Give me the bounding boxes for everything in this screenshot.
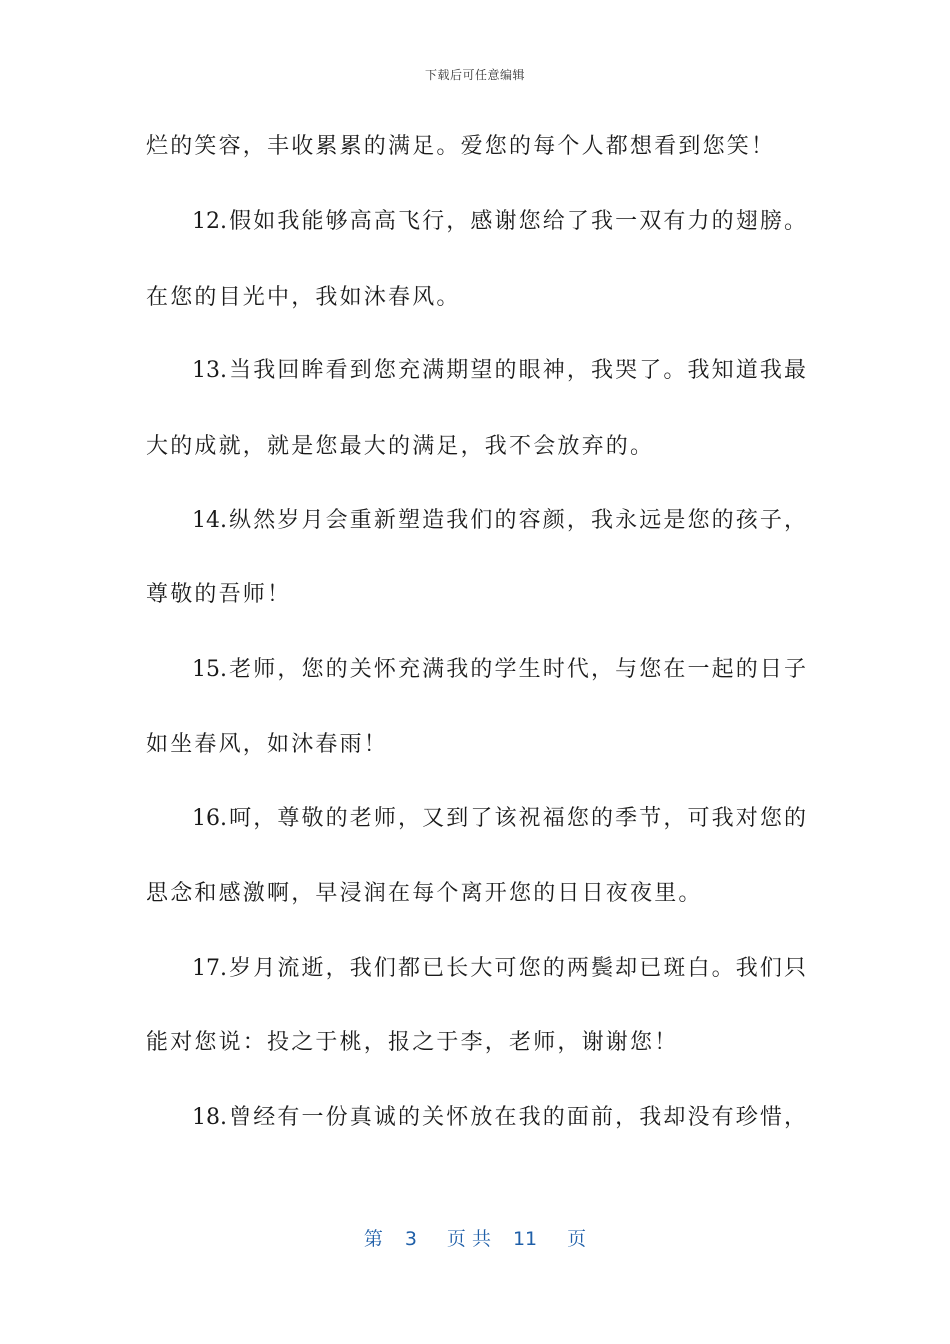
text-line: 在您的目光中，我如沐春风。 [146, 285, 461, 310]
total-pages-number: 11 [512, 1228, 538, 1250]
page-header: 下载后可任意编辑 [424, 68, 525, 82]
text-line: 13.当我回眸看到您充满期望的眼神，我哭了。我知道我最 [192, 358, 806, 383]
page-mid: 页 共 [446, 1228, 491, 1250]
text-line: 大的成就，就是您最大的满足，我不会放弃的。 [146, 434, 655, 459]
text-line: 思念和感激啊，早浸润在每个离开您的日日夜夜里。 [146, 881, 703, 906]
current-page-number: 3 [404, 1228, 417, 1250]
text-line: 能对您说：投之于桃，报之于李，老师，谢谢您！ [146, 1030, 679, 1055]
text-line: 14.纵然岁月会重新塑造我们的容颜，我永远是您的孩子， [192, 508, 806, 533]
page-prefix: 第 [363, 1228, 383, 1250]
text-line: 16.呵，尊敬的老师，又到了该祝福您的季节，可我对您的 [192, 806, 806, 831]
text-line: 如坐春风，如沐春雨！ [146, 732, 389, 757]
text-line: 烂的笑容，丰收累累的满足。爱您的每个人都想看到您笑！ [146, 134, 776, 159]
text-line: 15.老师，您的关怀充满我的学生时代，与您在一起的日子 [192, 657, 806, 682]
text-line: 12.假如我能够高高飞行，感谢您给了我一双有力的翅膀。 [192, 209, 806, 234]
page-footer [0, 1224, 950, 1251]
text-line: 18.曾经有一份真诚的关怀放在我的面前，我却没有珍惜， [192, 1105, 806, 1130]
page-suffix: 页 [567, 1228, 587, 1250]
text-line: 尊敬的吾师！ [146, 582, 292, 607]
text-line: 17.岁月流逝，我们都已长大可您的两鬓却已斑白。我们只 [192, 956, 806, 981]
